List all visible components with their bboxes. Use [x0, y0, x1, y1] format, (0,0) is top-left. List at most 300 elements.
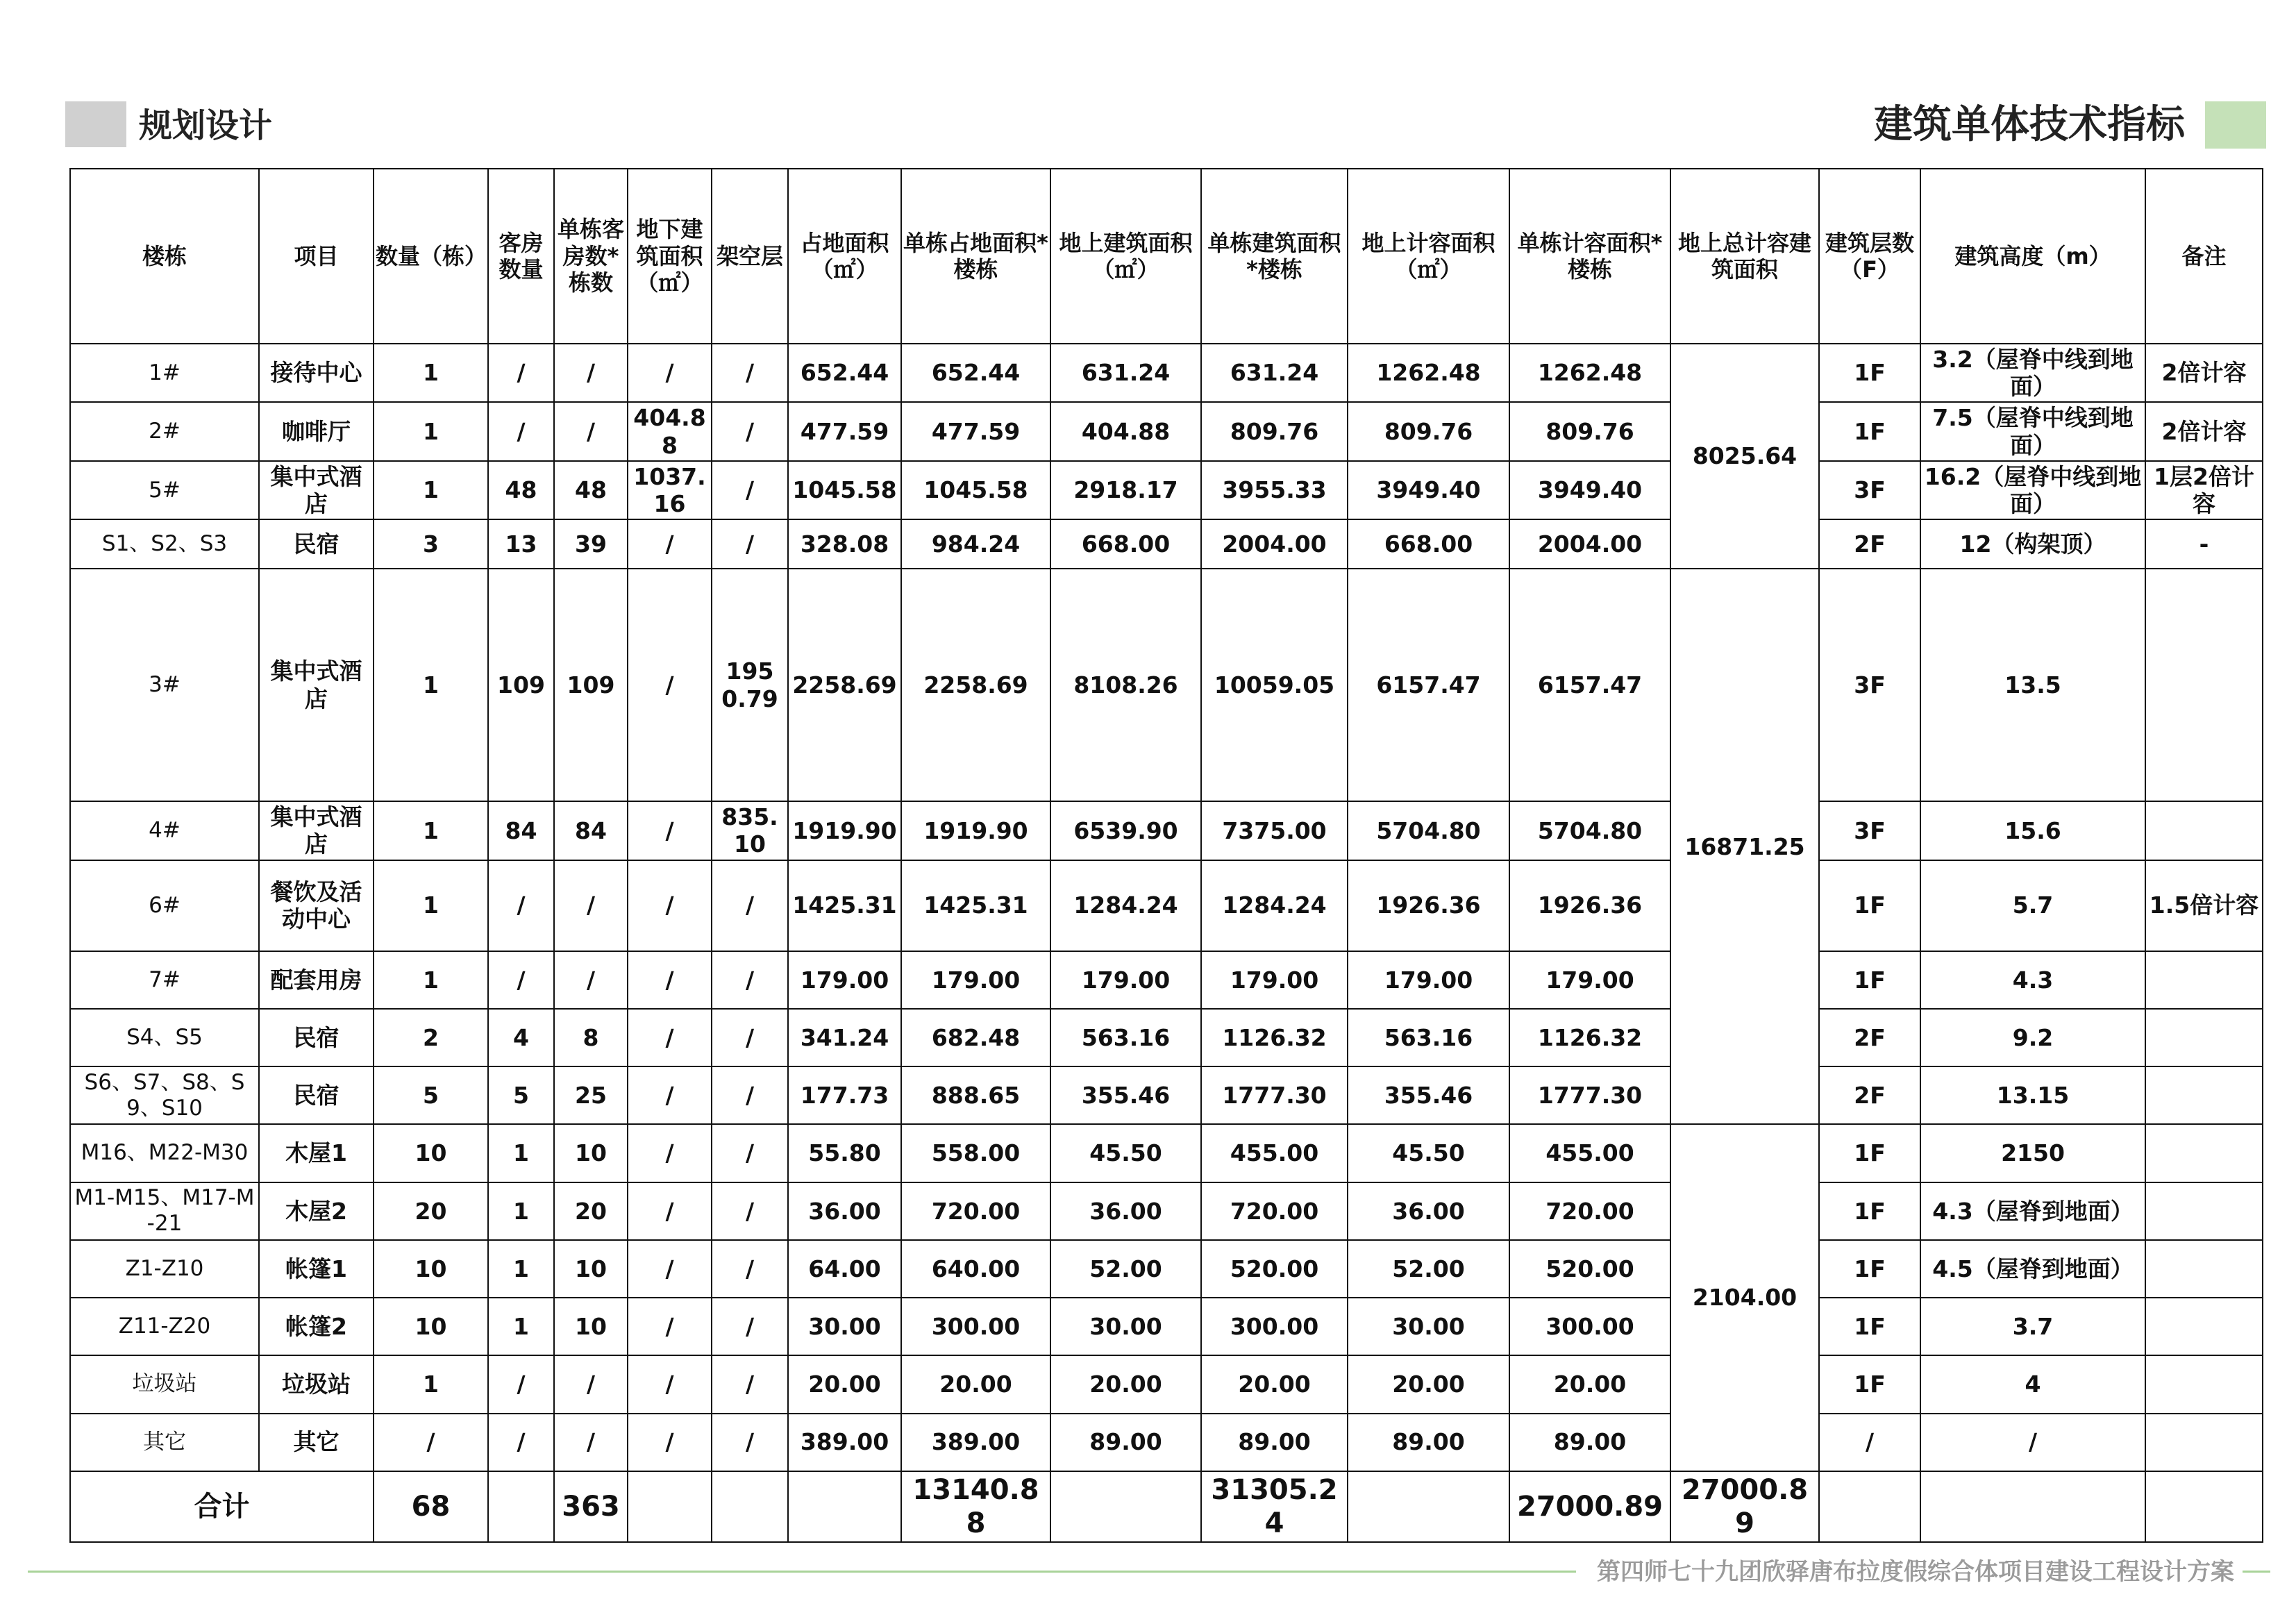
table-cell: 20	[554, 1182, 628, 1240]
table-cell: 477.59	[788, 402, 901, 460]
table-cell: 1919.90	[901, 801, 1050, 860]
table-cell: /	[554, 1414, 628, 1471]
table-cell: 84	[488, 801, 554, 860]
table-cell: 652.44	[788, 344, 901, 402]
table-row	[70, 1414, 2263, 1471]
project-cell: 配套用房	[259, 951, 374, 1009]
table-cell: 179.00	[1509, 951, 1670, 1009]
table-cell	[2145, 1182, 2263, 1240]
project-cell: 木屋1	[259, 1124, 374, 1182]
table-cell: 631.24	[1050, 344, 1201, 402]
table-cell: /	[628, 1182, 712, 1240]
table-cell: 1284.24	[1201, 860, 1348, 951]
table-row	[70, 1182, 2263, 1240]
footer-rule-right	[2243, 1571, 2270, 1573]
table-cell: 3955.33	[1201, 461, 1348, 519]
building-id-cell: S1、S2、S3	[70, 519, 259, 569]
total-cell	[1050, 1471, 1201, 1542]
table-cell: 1	[488, 1240, 554, 1298]
table-cell: 3	[374, 519, 488, 569]
table-cell: 1层2倍计容	[2145, 461, 2263, 519]
table-cell: 520.00	[1201, 1240, 1348, 1298]
group-total-far-area-cell: 16871.25	[1670, 569, 1819, 1124]
column-header: 地上总计容建筑面积	[1670, 169, 1819, 344]
table-cell	[2145, 801, 2263, 860]
total-cell	[488, 1471, 554, 1542]
table-cell: 6157.47	[1348, 569, 1509, 801]
table-cell: 3.2（屋脊中线到地面）	[1920, 344, 2145, 402]
table-cell: 25	[554, 1066, 628, 1124]
project-cell: 垃圾站	[259, 1355, 374, 1413]
table-cell: 809.76	[1348, 402, 1509, 460]
table-cell: 36.00	[1348, 1182, 1509, 1240]
table-cell	[2145, 1066, 2263, 1124]
table-cell: /	[712, 860, 788, 951]
table-cell: 20.00	[1050, 1355, 1201, 1413]
table-cell: 3949.40	[1509, 461, 1670, 519]
table-cell: 4	[488, 1009, 554, 1066]
table-cell: 341.24	[788, 1009, 901, 1066]
table-cell: 300.00	[1509, 1298, 1670, 1355]
table-cell: 8	[554, 1009, 628, 1066]
project-cell: 其它	[259, 1414, 374, 1471]
table-cell: 2F	[1819, 519, 1920, 569]
table-cell: 809.76	[1509, 402, 1670, 460]
total-cell: 31305.24	[1201, 1471, 1348, 1542]
table-cell: /	[1920, 1414, 2145, 1471]
table-cell: /	[628, 951, 712, 1009]
table-cell: 179.00	[1050, 951, 1201, 1009]
building-id-cell: M16、M22-M30	[70, 1124, 259, 1182]
table-cell: 10	[374, 1240, 488, 1298]
table-cell: 20.00	[788, 1355, 901, 1413]
building-id-cell: S4、S5	[70, 1009, 259, 1066]
total-cell	[712, 1471, 788, 1542]
table-cell: 2F	[1819, 1009, 1920, 1066]
total-cell: 27000.89	[1670, 1471, 1819, 1542]
table-cell: 12（构架顶）	[1920, 519, 2145, 569]
column-header: 楼栋	[70, 169, 259, 344]
table-cell: 13.15	[1920, 1066, 2145, 1124]
table-cell: 1777.30	[1509, 1066, 1670, 1124]
table-cell: /	[628, 801, 712, 860]
building-id-cell: 3#	[70, 569, 259, 801]
table-cell: 3949.40	[1348, 461, 1509, 519]
table-row	[70, 1240, 2263, 1298]
table-cell: 109	[554, 569, 628, 801]
column-header: 备注	[2145, 169, 2263, 344]
project-cell: 民宿	[259, 1066, 374, 1124]
table-cell: 1	[488, 1124, 554, 1182]
building-id-cell: 6#	[70, 860, 259, 951]
table-cell: 177.73	[788, 1066, 901, 1124]
table-cell: 1F	[1819, 1240, 1920, 1298]
header-right-block	[2205, 101, 2266, 149]
table-cell: 4	[1920, 1355, 2145, 1413]
column-header: 单栋占地面积*楼栋	[901, 169, 1050, 344]
table-cell: -	[2145, 519, 2263, 569]
table-cell: /	[712, 1066, 788, 1124]
table-cell: /	[628, 1124, 712, 1182]
table-cell: 984.24	[901, 519, 1050, 569]
table-cell: 4.3	[1920, 951, 2145, 1009]
table-cell: 1262.48	[1348, 344, 1509, 402]
table-cell: 89.00	[1509, 1414, 1670, 1471]
building-id-cell: 2#	[70, 402, 259, 460]
table-cell: /	[628, 1066, 712, 1124]
table-cell: /	[488, 860, 554, 951]
table-row	[70, 1009, 2263, 1066]
table-cell: 64.00	[788, 1240, 901, 1298]
column-header: 架空层	[712, 169, 788, 344]
table-cell: 8108.26	[1050, 569, 1201, 801]
table-cell: 668.00	[1348, 519, 1509, 569]
total-cell: 363	[554, 1471, 628, 1542]
table-cell: 48	[488, 461, 554, 519]
table-cell: /	[628, 860, 712, 951]
table-cell: 36.00	[1050, 1182, 1201, 1240]
table-cell: /	[488, 1414, 554, 1471]
table-cell: 179.00	[1348, 951, 1509, 1009]
project-cell: 帐篷2	[259, 1298, 374, 1355]
table-cell: /	[712, 1298, 788, 1355]
table-cell: /	[554, 1355, 628, 1413]
table-cell: 3F	[1819, 569, 1920, 801]
table-cell: 1F	[1819, 1182, 1920, 1240]
table-row	[70, 344, 2263, 402]
table-cell: 10059.05	[1201, 569, 1348, 801]
building-id-cell: Z1-Z10	[70, 1240, 259, 1298]
table-cell: 455.00	[1509, 1124, 1670, 1182]
table-cell: 1	[374, 461, 488, 519]
column-header: 占地面积（㎡）	[788, 169, 901, 344]
table-cell: 652.44	[901, 344, 1050, 402]
column-header: 单栋客房数*栋数	[554, 169, 628, 344]
table-cell: 89.00	[1050, 1414, 1201, 1471]
project-cell: 咖啡厅	[259, 402, 374, 460]
table-cell: 9.2	[1920, 1009, 2145, 1066]
table-cell: 668.00	[1050, 519, 1201, 569]
table-cell: 3.7	[1920, 1298, 2145, 1355]
table-cell: 1.5倍计容	[2145, 860, 2263, 951]
table-cell: /	[488, 344, 554, 402]
table-cell: 2258.69	[788, 569, 901, 801]
table-cell: 39	[554, 519, 628, 569]
table-cell: 2004.00	[1509, 519, 1670, 569]
table-cell: 631.24	[1201, 344, 1348, 402]
project-cell: 集中式酒店	[259, 569, 374, 801]
table-row	[70, 402, 2263, 460]
table-cell	[2145, 1298, 2263, 1355]
table-cell: /	[554, 344, 628, 402]
table-cell: /	[712, 1009, 788, 1066]
table-cell: /	[554, 951, 628, 1009]
table-cell: 404.88	[628, 402, 712, 460]
total-cell: 13140.88	[901, 1471, 1050, 1542]
table-header-row	[70, 169, 2263, 344]
table-cell: 682.48	[901, 1009, 1050, 1066]
column-header: 单栋计容面积*楼栋	[1509, 169, 1670, 344]
table-cell: 1	[374, 951, 488, 1009]
table-cell	[2145, 1240, 2263, 1298]
table-cell: /	[628, 1355, 712, 1413]
table-cell: /	[712, 1240, 788, 1298]
table-cell: 1F	[1819, 1355, 1920, 1413]
table-cell: 1	[374, 402, 488, 460]
table-cell: 10	[554, 1124, 628, 1182]
table-cell: /	[1819, 1414, 1920, 1471]
table-cell: 30.00	[1050, 1298, 1201, 1355]
table-cell: 1425.31	[901, 860, 1050, 951]
table-cell: 300.00	[901, 1298, 1050, 1355]
table-cell: /	[488, 1355, 554, 1413]
table-cell: /	[712, 519, 788, 569]
table-cell: /	[712, 1355, 788, 1413]
column-header: 地下建筑面积（㎡）	[628, 169, 712, 344]
table-row	[70, 951, 2263, 1009]
table-cell: 48	[554, 461, 628, 519]
table-cell: 5	[374, 1066, 488, 1124]
table-cell: 1926.36	[1348, 860, 1509, 951]
table-cell: 10	[374, 1298, 488, 1355]
table-cell: 1	[374, 1355, 488, 1413]
table-cell: 720.00	[1509, 1182, 1670, 1240]
table-cell: /	[488, 402, 554, 460]
table-cell: 389.00	[901, 1414, 1050, 1471]
table-cell	[2145, 1009, 2263, 1066]
column-header: 地上建筑面积（㎡）	[1050, 169, 1201, 344]
table-cell: /	[628, 1298, 712, 1355]
table-cell: 1045.58	[901, 461, 1050, 519]
table-cell: 55.80	[788, 1124, 901, 1182]
table-cell	[2145, 1414, 2263, 1471]
table-cell: 20	[374, 1182, 488, 1240]
table-cell: 888.65	[901, 1066, 1050, 1124]
table-cell: /	[554, 860, 628, 951]
building-id-cell: S6、S7、S8、S9、S10	[70, 1066, 259, 1124]
table-cell: 179.00	[788, 951, 901, 1009]
table-cell: 1	[374, 801, 488, 860]
table-cell: /	[628, 519, 712, 569]
table-cell: 4.3（屋脊到地面）	[1920, 1182, 2145, 1240]
table-cell: 7375.00	[1201, 801, 1348, 860]
table-cell: 477.59	[901, 402, 1050, 460]
table-cell: 2倍计容	[2145, 402, 2263, 460]
table-cell: 1045.58	[788, 461, 901, 519]
project-cell: 民宿	[259, 519, 374, 569]
column-header: 客房数量	[488, 169, 554, 344]
table-cell: 179.00	[901, 951, 1050, 1009]
table-cell: 2倍计容	[2145, 344, 2263, 402]
total-row	[70, 1471, 2263, 1542]
table-cell: 20.00	[901, 1355, 1050, 1413]
table-cell: 5704.80	[1348, 801, 1509, 860]
table-row	[70, 1124, 2263, 1182]
total-cell	[2145, 1471, 2263, 1542]
table-cell: 45.50	[1348, 1124, 1509, 1182]
table-cell: 5	[488, 1066, 554, 1124]
table-cell: 389.00	[788, 1414, 901, 1471]
table-cell: 6157.47	[1509, 569, 1670, 801]
table-cell: 355.46	[1050, 1066, 1201, 1124]
table-cell: 355.46	[1348, 1066, 1509, 1124]
technical-indicator-table	[69, 168, 2263, 1543]
table-cell: 1	[374, 860, 488, 951]
table-cell: 10	[554, 1298, 628, 1355]
table-cell: 2918.17	[1050, 461, 1201, 519]
total-label: 合计	[70, 1471, 374, 1542]
building-id-cell: 5#	[70, 461, 259, 519]
table-cell: 5.7	[1920, 860, 2145, 951]
table-cell: 1777.30	[1201, 1066, 1348, 1124]
table-cell: 300.00	[1201, 1298, 1348, 1355]
table-cell: 2150	[1920, 1124, 2145, 1182]
table-row	[70, 569, 2263, 801]
table-cell: /	[712, 461, 788, 519]
column-header: 项目	[259, 169, 374, 344]
table-cell: /	[628, 344, 712, 402]
table-row	[70, 1066, 2263, 1124]
header-left-block	[65, 101, 126, 147]
table-cell: 1	[374, 344, 488, 402]
project-cell: 木屋2	[259, 1182, 374, 1240]
table-cell: 52.00	[1348, 1240, 1509, 1298]
footer-rule-left	[28, 1571, 1576, 1573]
table-cell	[2145, 1124, 2263, 1182]
project-cell: 民宿	[259, 1009, 374, 1066]
table-cell: /	[374, 1414, 488, 1471]
table-cell: 720.00	[1201, 1182, 1348, 1240]
table-row	[70, 461, 2263, 519]
table-cell: 1	[374, 569, 488, 801]
project-cell: 集中式酒店	[259, 801, 374, 860]
project-cell: 餐饮及活动中心	[259, 860, 374, 951]
table-cell	[2145, 951, 2263, 1009]
table-cell: 1F	[1819, 860, 1920, 951]
table-cell: 2	[374, 1009, 488, 1066]
table-row	[70, 1298, 2263, 1355]
table-cell: 20.00	[1348, 1355, 1509, 1413]
table-cell: /	[712, 1182, 788, 1240]
column-header: 建筑层数（F）	[1819, 169, 1920, 344]
group-total-far-area-cell: 8025.64	[1670, 344, 1819, 569]
table-cell: 30.00	[1348, 1298, 1509, 1355]
table-cell: 558.00	[901, 1124, 1050, 1182]
table-cell: /	[712, 1414, 788, 1471]
table-cell: 1	[488, 1182, 554, 1240]
table-cell: 1F	[1819, 344, 1920, 402]
table-cell: 3F	[1819, 461, 1920, 519]
table-cell: 2004.00	[1201, 519, 1348, 569]
table-cell: 1F	[1819, 1298, 1920, 1355]
table-cell: 1262.48	[1509, 344, 1670, 402]
table-cell: 179.00	[1201, 951, 1348, 1009]
total-cell	[1920, 1471, 2145, 1542]
project-cell: 集中式酒店	[259, 461, 374, 519]
table-cell: /	[554, 402, 628, 460]
table-cell	[2145, 569, 2263, 801]
table-cell: 455.00	[1201, 1124, 1348, 1182]
table-cell: 1926.36	[1509, 860, 1670, 951]
table-cell: 1F	[1819, 951, 1920, 1009]
total-cell	[1819, 1471, 1920, 1542]
column-header: 地上计容面积（㎡）	[1348, 169, 1509, 344]
table-cell: 835.10	[712, 801, 788, 860]
table-cell: 10	[374, 1124, 488, 1182]
table-cell: /	[712, 402, 788, 460]
table-cell: 563.16	[1050, 1009, 1201, 1066]
table-cell: 84	[554, 801, 628, 860]
building-id-cell: 7#	[70, 951, 259, 1009]
table-cell: 1284.24	[1050, 860, 1201, 951]
building-id-cell: M1-M15、M17-M-21	[70, 1182, 259, 1240]
total-cell	[628, 1471, 712, 1542]
building-id-cell: 垃圾站	[70, 1355, 259, 1413]
table-cell: 2258.69	[901, 569, 1050, 801]
column-header: 单栋建筑面积*楼栋	[1201, 169, 1348, 344]
column-header: 建筑高度（m）	[1920, 169, 2145, 344]
table-row	[70, 801, 2263, 860]
group-total-far-area-cell: 2104.00	[1670, 1124, 1819, 1471]
table-cell: 89.00	[1201, 1414, 1348, 1471]
table-row	[70, 519, 2263, 569]
table-cell: 2F	[1819, 1066, 1920, 1124]
table-cell: 20.00	[1509, 1355, 1670, 1413]
table-cell: /	[712, 344, 788, 402]
table-cell: 16.2（屋脊中线到地面）	[1920, 461, 2145, 519]
building-id-cell: 其它	[70, 1414, 259, 1471]
table-cell: /	[488, 951, 554, 1009]
table-cell: /	[712, 951, 788, 1009]
table-cell: 7.5（屋脊中线到地面）	[1920, 402, 2145, 460]
table-cell: 13	[488, 519, 554, 569]
table-cell: 52.00	[1050, 1240, 1201, 1298]
table-cell: /	[628, 1414, 712, 1471]
column-header: 数量（栋）	[374, 169, 488, 344]
table-cell: 1919.90	[788, 801, 901, 860]
building-id-cell: 1#	[70, 344, 259, 402]
table-cell: 640.00	[901, 1240, 1050, 1298]
table-cell: 20.00	[1201, 1355, 1348, 1413]
table-cell: 520.00	[1509, 1240, 1670, 1298]
table-cell: 1950.79	[712, 569, 788, 801]
table-cell: 720.00	[901, 1182, 1050, 1240]
table-cell: 6539.90	[1050, 801, 1201, 860]
total-cell	[788, 1471, 901, 1542]
table-cell	[2145, 1355, 2263, 1413]
table-cell: 404.88	[1050, 402, 1201, 460]
table-cell: /	[628, 1009, 712, 1066]
table-cell: 30.00	[788, 1298, 901, 1355]
table-cell: 15.6	[1920, 801, 2145, 860]
table-cell: 1126.32	[1509, 1009, 1670, 1066]
total-cell: 27000.89	[1509, 1471, 1670, 1542]
table-cell: 809.76	[1201, 402, 1348, 460]
footer-project-name: 第四师七十九团欣驿唐布拉度假综合体项目建设工程设计方案	[1597, 1558, 2234, 1586]
table-cell: 3F	[1819, 801, 1920, 860]
building-id-cell: Z11-Z20	[70, 1298, 259, 1355]
table-cell: 1425.31	[788, 860, 901, 951]
table-cell: 1	[488, 1298, 554, 1355]
table-cell: 1F	[1819, 1124, 1920, 1182]
page-title: 建筑单体技术指标	[1874, 102, 2185, 147]
table-row	[70, 1355, 2263, 1413]
total-cell: 68	[374, 1471, 488, 1542]
table-cell: 13.5	[1920, 569, 2145, 801]
table-cell: /	[628, 1240, 712, 1298]
table-cell: /	[628, 569, 712, 801]
table-cell: 328.08	[788, 519, 901, 569]
